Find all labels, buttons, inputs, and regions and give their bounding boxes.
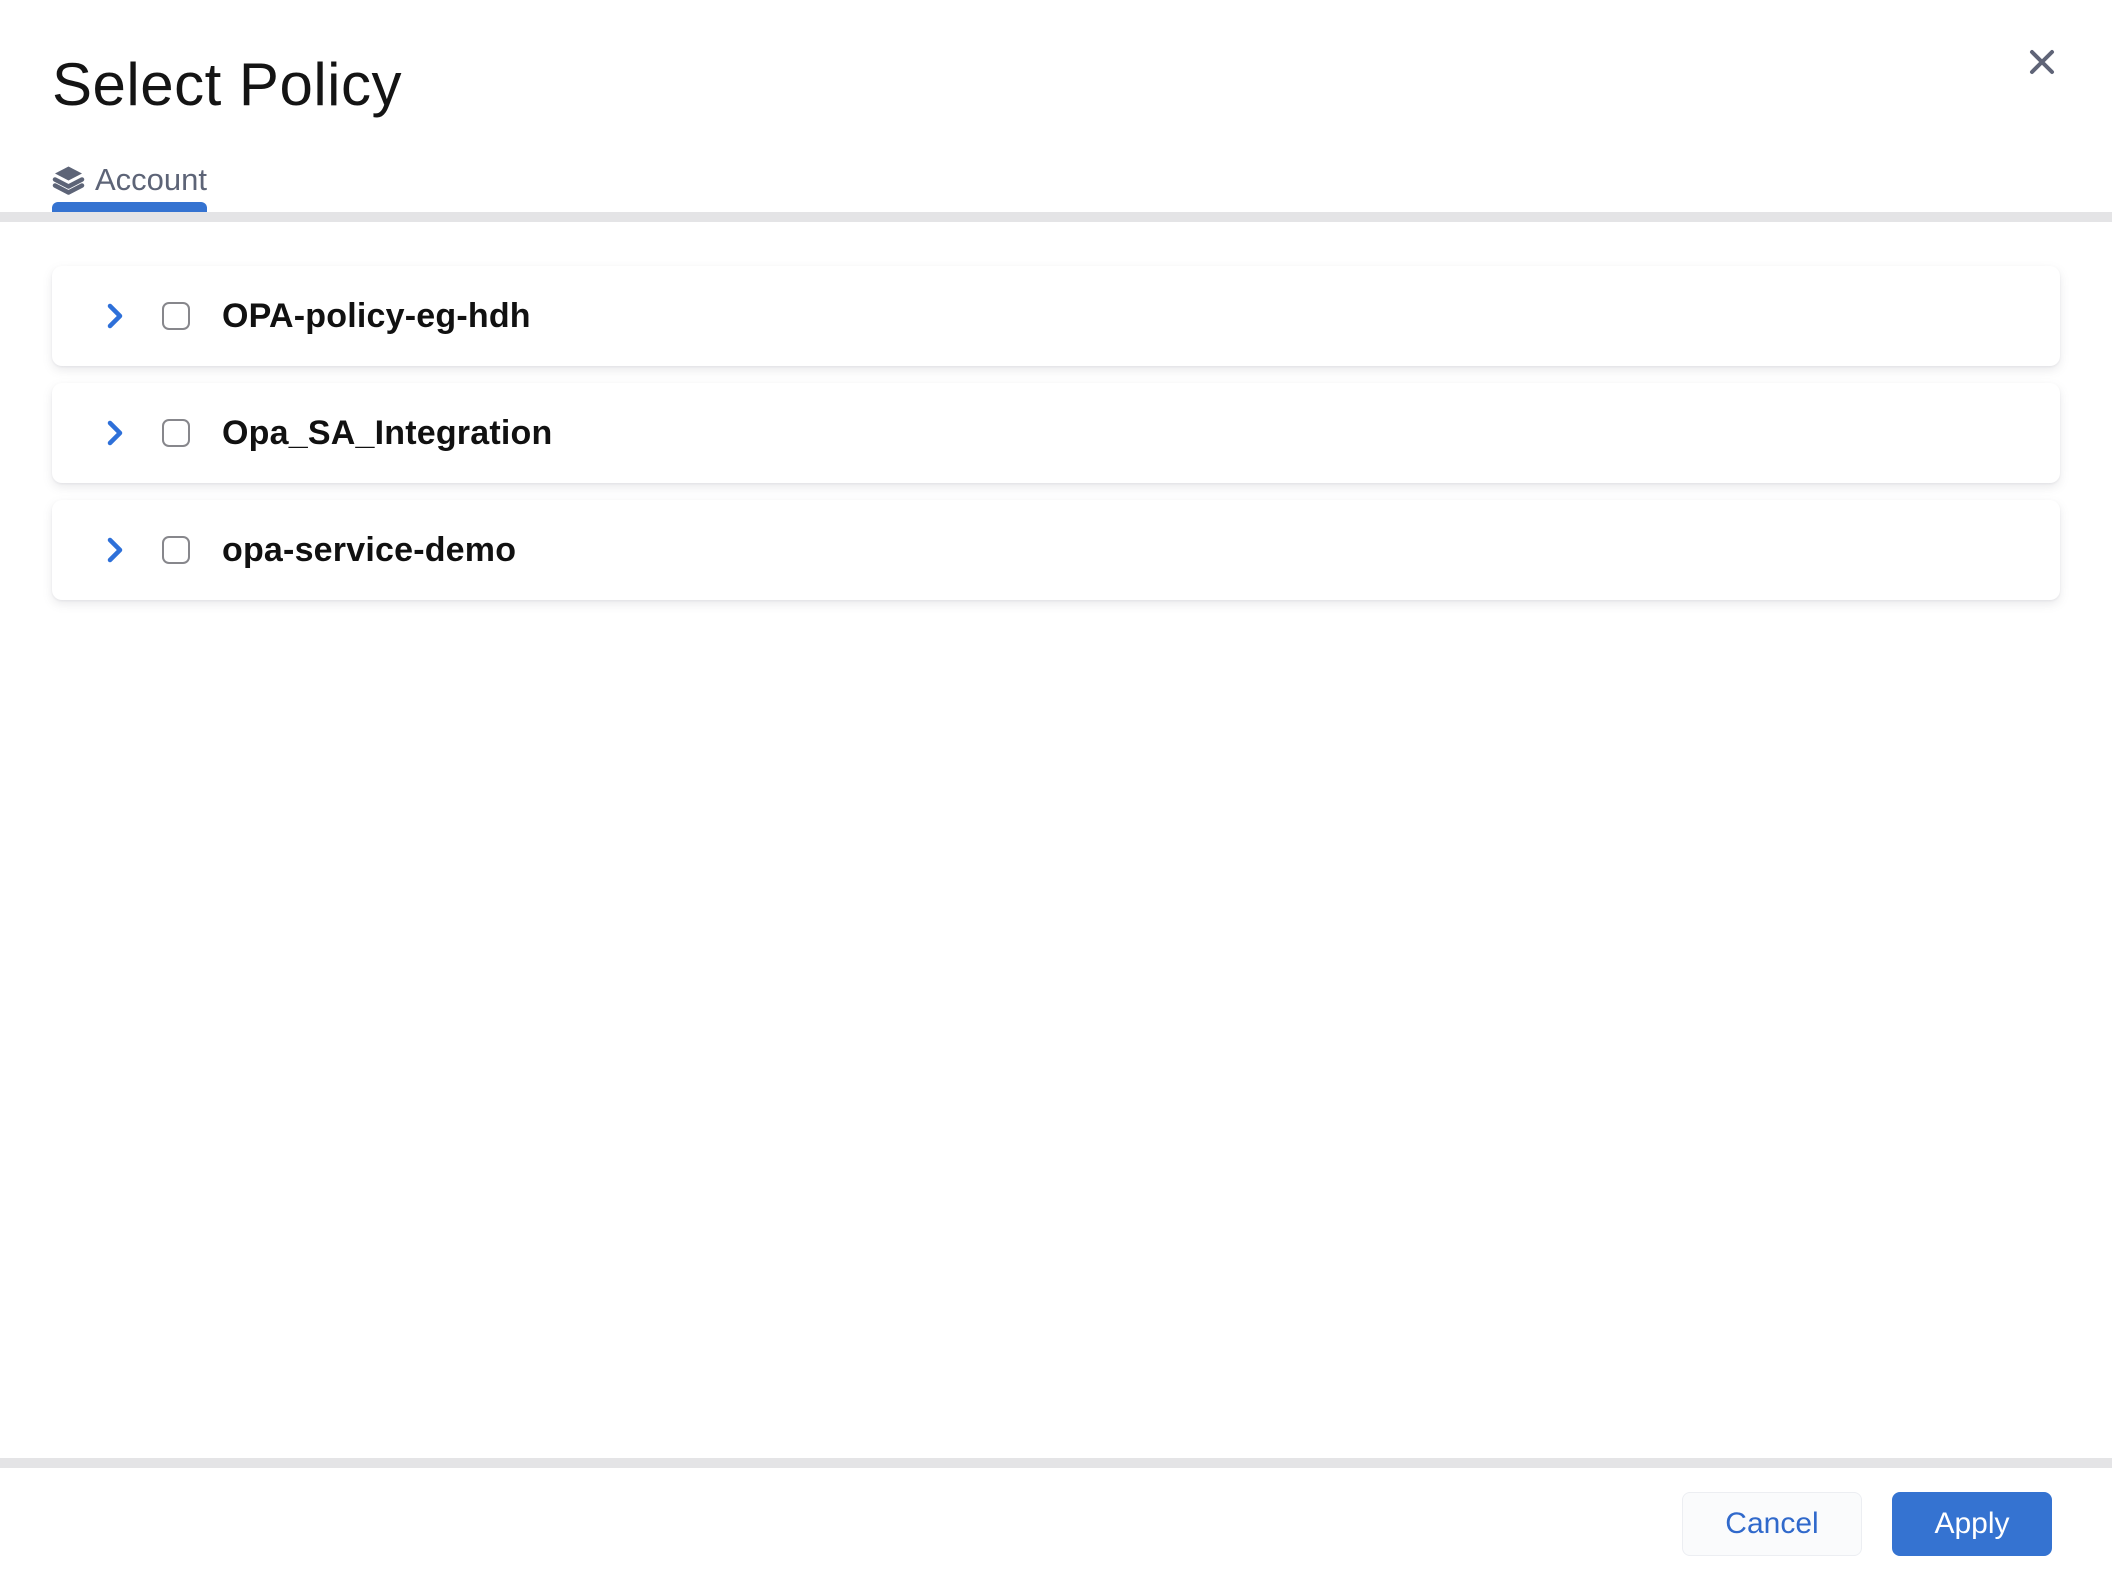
top-divider <box>0 212 2112 222</box>
tab-account[interactable] <box>52 162 207 212</box>
policy-name: Opa_SA_Integration <box>222 413 553 452</box>
policy-row[interactable] <box>52 500 2060 600</box>
expand-row-button[interactable] <box>98 413 132 453</box>
policy-name: OPA-policy-eg-hdh <box>222 296 531 335</box>
page-title: Select Policy <box>52 51 402 118</box>
close-button[interactable] <box>2016 36 2068 88</box>
cancel-button[interactable]: Cancel <box>1682 1492 1862 1556</box>
policy-row[interactable] <box>52 266 2060 366</box>
chevron-right-icon <box>104 300 126 332</box>
active-tab-underline <box>52 202 207 212</box>
modal-header <box>0 0 2112 118</box>
policy-checkbox[interactable] <box>162 536 190 564</box>
expand-row-button[interactable] <box>98 296 132 336</box>
layers-icon <box>52 164 85 196</box>
footer-actions <box>0 1468 2112 1580</box>
chevron-right-icon <box>104 534 126 566</box>
policy-name: opa-service-demo <box>222 530 517 569</box>
policy-checkbox[interactable] <box>162 419 190 447</box>
bottom-divider <box>0 1458 2112 1468</box>
apply-button[interactable]: Apply <box>1892 1492 2052 1556</box>
tabs-bar <box>0 118 2112 212</box>
expand-row-button[interactable] <box>98 530 132 570</box>
policy-row[interactable] <box>52 383 2060 483</box>
policy-list <box>0 222 2112 1458</box>
tab-account-label: Account <box>95 162 208 197</box>
close-icon <box>2025 45 2059 79</box>
modal-footer <box>0 1458 2112 1580</box>
chevron-right-icon <box>104 417 126 449</box>
policy-checkbox[interactable] <box>162 302 190 330</box>
